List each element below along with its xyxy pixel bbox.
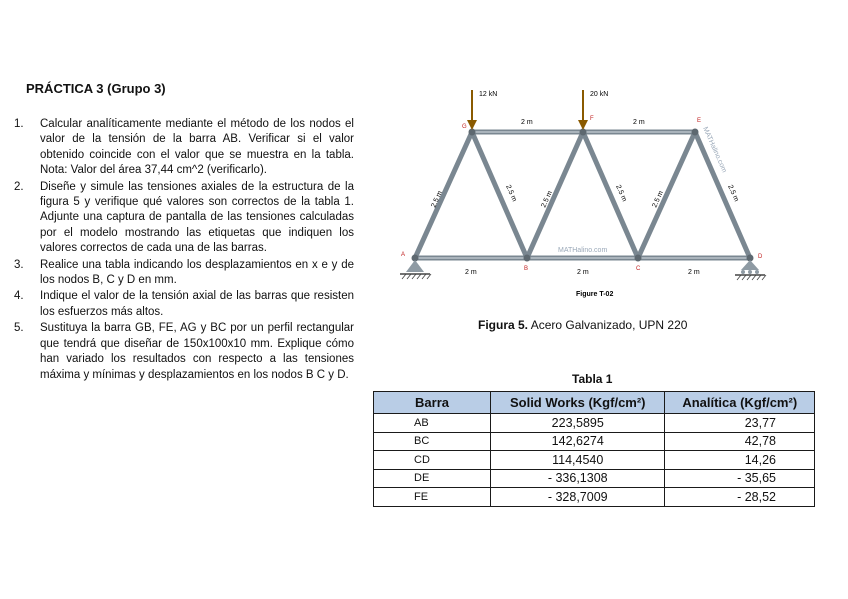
figure-caption: Figura 5. Acero Galvanizado, UPN 220 — [478, 318, 688, 332]
span-label: 2 m — [633, 119, 645, 126]
member-AG — [415, 132, 472, 258]
truss-figure — [388, 86, 788, 306]
member-ED — [695, 132, 750, 258]
table-row — [374, 469, 815, 488]
task-item: 5. Sustituya la barra GB, FE, AG y BC por un perfil rectangular que tendrá que diseñar de 150x100x10 mm. Explique cómo han variado los resultados con respecto a las tensiones máxima y mínimas y desplazamientos en los nodos B C y D. — [14, 322, 354, 381]
table-header-row — [374, 392, 815, 414]
span-label: 2 m — [521, 119, 533, 126]
member-BF — [527, 132, 583, 258]
table-cell: 14,26 — [665, 451, 815, 470]
table-cell: DE — [374, 469, 491, 488]
node-label: B — [524, 266, 529, 272]
table-cell: AB — [374, 414, 491, 433]
diagonal-label: 2.5 m — [651, 189, 665, 209]
load-arrow-icon — [578, 90, 588, 130]
column-header: Solid Works (Kgf/cm²) — [491, 392, 665, 414]
node-label: F — [590, 116, 594, 122]
table-cell: CD — [374, 451, 491, 470]
diagonal-label: 2.5 m — [540, 189, 554, 209]
span-label: 2 m — [465, 269, 477, 276]
table-cell: 42,78 — [665, 432, 815, 451]
table-cell: 23,77 — [665, 414, 815, 433]
table-cell: - 28,52 — [665, 488, 815, 507]
table-cell: - 336,1308 — [491, 469, 665, 488]
table-cell: - 328,7009 — [491, 488, 665, 507]
member-FC — [583, 132, 638, 258]
task-text: Indique el valor de la tensión axial de las barras que resisten los esfuerzos más altos. — [40, 290, 354, 318]
span-label: 2 m — [577, 269, 589, 276]
task-item: 1. Calcular analíticamente mediante el método de los nodos el valor de la tensión de la barra AB. Verificar si el valor obtenido coincide con el valor que se muestra en la tabla. Nota: Valor del área 37,44 cm^2 (verificarlo). — [14, 118, 354, 177]
span-label: 2 m — [688, 269, 700, 276]
task-item: 4. Indique el valor de la tensión axial de las barras que resisten los esfuerzos más altos. — [14, 290, 354, 318]
node-label: G — [462, 124, 467, 130]
column-header: Analítica (Kgf/cm²) — [665, 392, 815, 414]
node-label: C — [636, 266, 641, 272]
load-label: 20 kN — [590, 91, 609, 98]
table-cell: - 35,65 — [665, 469, 815, 488]
table-cell: 142,6274 — [491, 432, 665, 451]
load-label: 12 kN — [479, 91, 498, 98]
table-row — [374, 414, 815, 433]
table-row — [374, 488, 815, 507]
node-label: A — [401, 252, 406, 258]
diagonal-label: 2.5 m — [726, 183, 740, 203]
roller-support — [735, 260, 766, 280]
pin-support — [400, 260, 431, 279]
page-title: PRÁCTICA 3 (Grupo 3) — [26, 81, 166, 96]
task-text: Calcular analíticamente mediante el método de los nodos el valor de la tensión de la barra AB. Verificar si el valor obtenido coincide con el valor que se muestra en la tabla. Nota: Valor del área 37,44 cm^2 (verificarlo). — [40, 118, 354, 177]
task-item: 2. Diseñe y simule las tensiones axiales de la estructura de la figura 5 y verifique qué valores son correctos de la tabla 1. Adjunte una captura de pantalla de las tensiones calculadas por el modelo mostrando las etiquetas que indiquen los valores correctos de cada una de las barras. — [14, 180, 354, 255]
results-table — [373, 391, 815, 507]
diagonal-label: 2.5 m — [430, 189, 444, 209]
column-header: Barra — [374, 392, 491, 414]
task-list — [14, 117, 354, 384]
task-item: 3. Realice una tabla indicando los desplazamientos en x e y de los nodos B, C y D en mm. — [14, 258, 354, 287]
task-text: Sustituya la barra GB, FE, AG y BC por un perfil rectangular que tendrá que diseñar de 150x100x10 mm. Explique cómo han variado los resultados con respecto a las tensiones máxima y mínimas y desplazamientos en los nodos B C y D. — [40, 322, 354, 381]
task-text: Realice una tabla indicando los desplazamientos en x e y de los nodos B, C y D en mm. — [40, 258, 354, 287]
member-GB — [472, 132, 527, 258]
table-cell: FE — [374, 488, 491, 507]
watermark: MATHalino.com — [558, 247, 608, 254]
table-cell: 223,5895 — [491, 414, 665, 433]
table-title: Tabla 1 — [572, 372, 613, 386]
node-label: E — [697, 118, 702, 124]
table-cell: 114,4540 — [491, 451, 665, 470]
diagonal-label: 2.5 m — [504, 183, 518, 203]
node-label: D — [758, 254, 763, 260]
watermark: MATHalino.com — [701, 125, 728, 174]
truss-members — [415, 132, 750, 258]
table-row — [374, 432, 815, 451]
table-cell: BC — [374, 432, 491, 451]
load-arrow-icon — [467, 90, 477, 130]
task-text: Diseñe y simule las tensiones axiales de la estructura de la figura 5 y verifique qué valores son correctos de la tabla 1. Adjunte una captura de pantalla de las tensiones calculadas por el modelo mostrando las etiquetas que indiquen los valores correctos de cada una de las barras. — [40, 180, 354, 255]
table-row — [374, 451, 815, 470]
diagonal-label: 2.5 m — [614, 183, 628, 203]
figure-label: Figure T-02 — [576, 291, 614, 298]
member-CE — [638, 132, 695, 258]
